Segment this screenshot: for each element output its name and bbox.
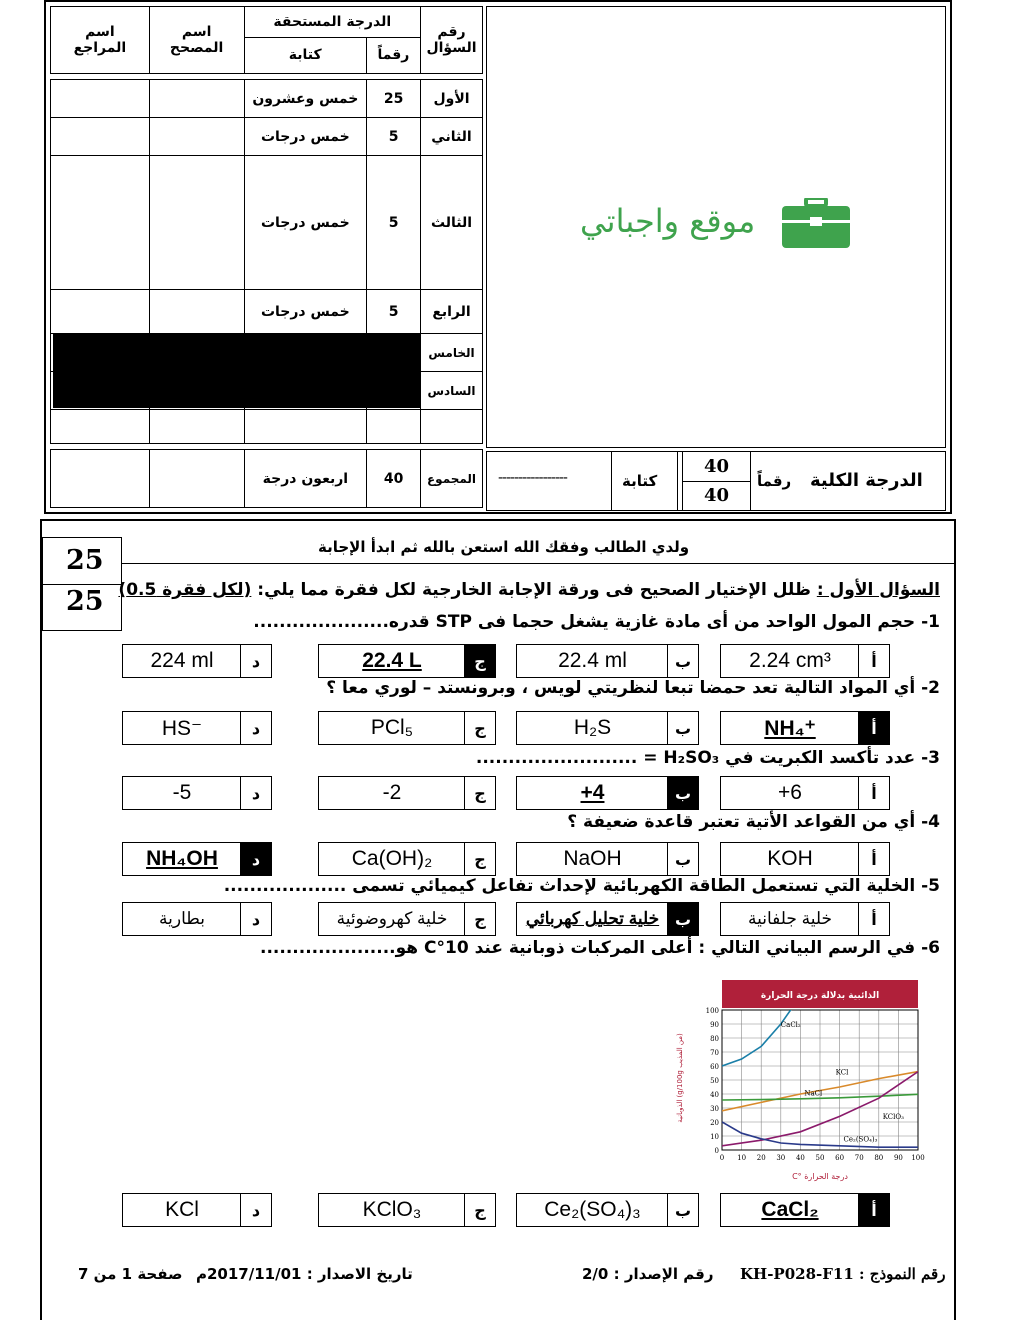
x-tick-label: 30 xyxy=(776,1154,786,1162)
option-value: 2.24 cm³ xyxy=(749,649,831,672)
question-6-text: 6- في الرسم البياني التالي : أعلى المركبات ذوبانية عند 10°C هو..................... xyxy=(260,938,940,958)
y-tick-label: 40 xyxy=(710,1091,719,1099)
option-letter: أ xyxy=(858,712,889,744)
y-tick-label: 60 xyxy=(710,1063,719,1071)
score-bottom: 25 xyxy=(66,586,104,617)
total-words: اربعون درجة xyxy=(244,450,367,508)
x-tick-label: 90 xyxy=(893,1154,903,1162)
option-value: Ce₂(SO₄)₃ xyxy=(544,1198,641,1221)
q5-option-1[interactable] xyxy=(720,902,890,936)
q4-option-4[interactable] xyxy=(122,842,272,876)
option-letter: ج xyxy=(464,712,495,744)
footer-page: صفحة 1 من 7 xyxy=(78,1265,183,1283)
x-tick-label: 20 xyxy=(756,1154,766,1162)
row-question: الثالث xyxy=(421,156,483,290)
row-question: السادس xyxy=(421,372,483,410)
total-words-value: ----------------- xyxy=(498,470,567,486)
y-tick-label: 20 xyxy=(710,1119,719,1127)
row-words: خمس وعشرون xyxy=(244,80,367,118)
option-letter: أ xyxy=(858,777,889,809)
option-value: 22.4 ml xyxy=(558,649,627,672)
option-letter: د xyxy=(240,843,271,875)
row-question: الأول xyxy=(421,80,483,118)
option-value: PCl₅ xyxy=(370,716,414,739)
series-label: NaCl xyxy=(804,1089,823,1098)
option-value: NH₄⁺ xyxy=(764,716,816,740)
total-digits-label: رقماً xyxy=(757,472,792,490)
option-letter: د xyxy=(240,1194,271,1226)
total-digits-top: 40 xyxy=(704,456,730,477)
greeting: ولدي الطالب وفقك الله استعن بالله ثم ابدأ الإجابة xyxy=(318,538,690,556)
option-letter: ب xyxy=(667,1194,698,1226)
footer-date: تاريخ الاصدار : 2017/11/01م xyxy=(196,1265,413,1283)
total-grade-label: الدرجة الكلية xyxy=(810,470,923,491)
total-label: المجموع xyxy=(421,450,483,508)
y-axis-label: الذوبانية (g/100g من المذيب) xyxy=(676,1033,684,1123)
option-letter: ج xyxy=(464,903,495,935)
question-2-text: 2- أي المواد التالية تعد حمضا تبعا لنظريتي لويس ، وبرونستد – لوري معا ؟ xyxy=(326,678,940,698)
option-letter: ب xyxy=(667,843,698,875)
option-value: 22.4 L xyxy=(362,649,422,672)
y-tick-label: 0 xyxy=(714,1147,719,1155)
q1-label: السؤال الأول : xyxy=(816,580,940,600)
q1-text: ظلل الإختيار الصحيح فى ورقة الإجابة الخارجية لكل فقرة مما يلي: xyxy=(257,580,811,600)
solubility-chart xyxy=(670,978,925,1186)
y-tick-label: 50 xyxy=(710,1077,719,1085)
q2-option-4[interactable] xyxy=(122,711,272,745)
footer-version: رقم الإصدار : 2/0 xyxy=(582,1265,714,1283)
q1-option-4[interactable] xyxy=(122,644,272,678)
option-value: بطارية xyxy=(159,909,205,928)
q1-points: (لكل فقرة 0.5) xyxy=(118,580,252,600)
option-value: خلية جلفانية xyxy=(748,909,832,928)
option-value: -5 xyxy=(172,781,192,804)
x-tick-label: 0 xyxy=(719,1154,725,1162)
option-letter: د xyxy=(240,777,271,809)
score-top: 25 xyxy=(66,545,104,576)
q4-option-3[interactable] xyxy=(318,842,496,876)
option-value: KClO₃ xyxy=(362,1198,422,1221)
option-letter: ب xyxy=(667,712,698,744)
corrector-header: اسم المصحح xyxy=(149,7,244,74)
option-value: +6 xyxy=(778,781,802,804)
x-tick-label: 40 xyxy=(795,1154,805,1162)
option-letter: د xyxy=(240,712,271,744)
option-letter: أ xyxy=(858,843,889,875)
series-label: KCl xyxy=(835,1068,849,1077)
option-letter: د xyxy=(240,903,271,935)
x-axis-label: درجة الحرارة °C xyxy=(792,1172,848,1181)
q4-option-2[interactable] xyxy=(516,842,699,876)
option-value: KOH xyxy=(767,847,813,870)
q2-option-2[interactable] xyxy=(516,711,699,745)
q5-option-3[interactable] xyxy=(318,902,496,936)
option-letter: أ xyxy=(858,645,889,677)
row-words: خمس درجات xyxy=(244,290,367,334)
total-words-label: كتابة xyxy=(622,472,658,490)
q2-option-3[interactable] xyxy=(318,711,496,745)
option-value: H₂S xyxy=(573,716,612,739)
option-value: KCl xyxy=(165,1198,199,1221)
x-tick-label: 100 xyxy=(911,1154,925,1162)
option-value: خلية كهروضوئية xyxy=(336,909,448,928)
option-value: خلية تحليل كهربائي xyxy=(525,909,660,928)
option-letter: ب xyxy=(667,903,698,935)
grade-table xyxy=(50,6,483,508)
total-digits: 40 xyxy=(367,450,421,508)
option-letter: ج xyxy=(464,843,495,875)
question-3-text: 3- عدد تأكسد الكبريت في H₂SO₃ = ......................... xyxy=(475,748,940,768)
q1-option-3[interactable] xyxy=(318,644,496,678)
option-letter: د xyxy=(240,645,271,677)
option-value: +4 xyxy=(580,781,605,804)
option-letter: ج xyxy=(464,1194,495,1226)
option-value: NaOH xyxy=(563,847,622,870)
option-value: 224 ml xyxy=(150,649,214,672)
row-digits: 25 xyxy=(367,80,421,118)
question-header: رقم السؤال xyxy=(421,7,483,74)
option-letter: ب xyxy=(667,777,698,809)
option-value: CaCl₂ xyxy=(761,1198,819,1221)
q5-option-4[interactable] xyxy=(122,902,272,936)
redaction-block xyxy=(53,333,421,408)
chart-title: الذائبية بدلالة درجة الحرارة xyxy=(760,991,880,1001)
question-5-text: 5- الخلية التي تستعمل الطاقة الكهربائية لإحداث تفاعل كيميائي تسمى ................... xyxy=(223,876,940,896)
option-letter: ج xyxy=(464,645,495,677)
y-tick-label: 80 xyxy=(710,1035,719,1043)
option-letter: أ xyxy=(858,903,889,935)
q1-option-1[interactable] xyxy=(720,644,890,678)
x-tick-label: 10 xyxy=(737,1154,747,1162)
row-question: الثاني xyxy=(421,118,483,156)
option-value: -2 xyxy=(382,781,402,804)
option-value: HS⁻ xyxy=(161,716,203,740)
option-value: NH₄OH xyxy=(146,847,218,870)
option-letter: ج xyxy=(464,777,495,809)
row-digits: 5 xyxy=(367,118,421,156)
row-digits: 5 xyxy=(367,290,421,334)
y-tick-label: 100 xyxy=(705,1007,719,1015)
q6-option-4[interactable] xyxy=(122,1193,272,1227)
q6-option-2[interactable] xyxy=(516,1193,699,1227)
question-1-header xyxy=(118,580,940,600)
option-letter: ب xyxy=(667,645,698,677)
y-tick-label: 90 xyxy=(710,1021,719,1029)
series-label: KClO₃ xyxy=(882,1113,904,1122)
reviewer-header: اسم المراجع xyxy=(51,7,150,74)
q1-option-2[interactable] xyxy=(516,644,699,678)
x-tick-label: 70 xyxy=(854,1154,864,1162)
row-question: الخامس xyxy=(421,334,483,372)
q6-option-3[interactable] xyxy=(318,1193,496,1227)
y-tick-label: 70 xyxy=(710,1049,719,1057)
row-words: خمس درجات xyxy=(244,156,367,290)
briefcase-icon xyxy=(782,198,850,252)
site-logo-text: موقع واجباتي xyxy=(580,202,756,240)
footer-model: رقم النموذج : KH-P028-F11 xyxy=(740,1265,946,1283)
q4-option-1[interactable] xyxy=(720,842,890,876)
q5-option-2[interactable] xyxy=(516,902,699,936)
q3-option-2[interactable] xyxy=(516,776,699,810)
option-letter: أ xyxy=(858,1194,889,1226)
y-tick-label: 30 xyxy=(710,1105,719,1113)
q3-option-1[interactable] xyxy=(720,776,890,810)
question-1-text: 1- حجم المول الواحد من أى مادة غازية يشغل حجما فى STP قدره..................... xyxy=(253,612,940,632)
total-digits-bottom: 40 xyxy=(704,485,730,506)
series-label: CaCl₂ xyxy=(780,1020,801,1029)
question-4-text: 4- أي من القواعد الأتية تعتبر قاعدة ضعيفة ؟ xyxy=(567,812,940,832)
q3-option-4[interactable] xyxy=(122,776,272,810)
y-tick-label: 10 xyxy=(710,1133,719,1141)
grade-header: الدرجة المستحقة كتابة رقماً xyxy=(244,7,420,74)
x-tick-label: 60 xyxy=(835,1154,845,1162)
row-words: خمس درجات xyxy=(244,118,367,156)
chart-svg xyxy=(670,978,925,1186)
option-value: Ca(OH)₂ xyxy=(351,847,433,870)
x-tick-label: 80 xyxy=(874,1154,884,1162)
q3-option-3[interactable] xyxy=(318,776,496,810)
q2-option-1[interactable] xyxy=(720,711,890,745)
x-tick-label: 50 xyxy=(815,1154,825,1162)
row-question: الرابع xyxy=(421,290,483,334)
q6-option-1[interactable] xyxy=(720,1193,890,1227)
series-label: Ce₂(SO₄)₃ xyxy=(843,1135,878,1144)
row-digits: 5 xyxy=(367,156,421,290)
